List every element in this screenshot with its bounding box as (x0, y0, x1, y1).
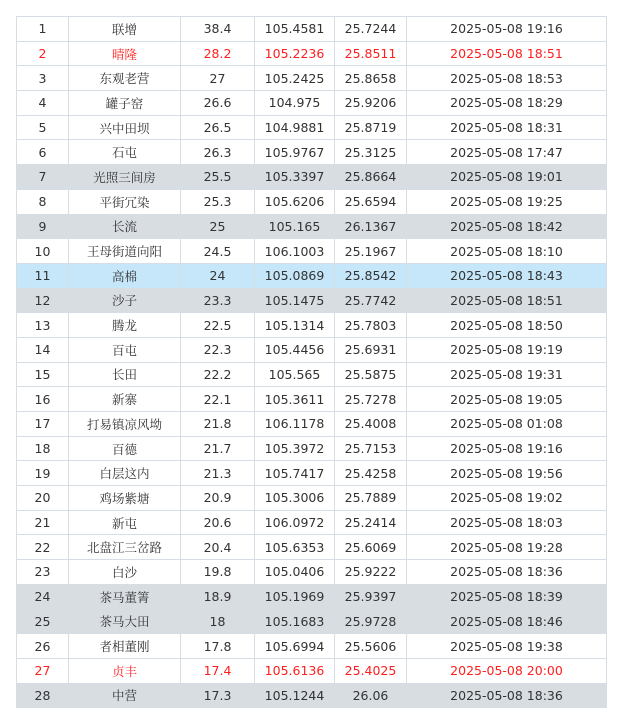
row-index-cell: 18 (17, 436, 69, 461)
time-cell: 2025-05-08 18:03 (407, 510, 607, 535)
time-cell: 2025-05-08 19:56 (407, 461, 607, 486)
table-row[interactable] (17, 436, 607, 461)
time-cell: 2025-05-08 19:16 (407, 436, 607, 461)
row-index-cell: 9 (17, 214, 69, 239)
longitude-cell: 105.6353 (255, 535, 335, 560)
longitude-cell: 105.0869 (255, 263, 335, 288)
latitude-cell: 25.4258 (335, 461, 407, 486)
station-name-cell: 光照三间房 (69, 165, 181, 190)
latitude-cell: 25.8542 (335, 263, 407, 288)
longitude-cell: 104.975 (255, 91, 335, 116)
latitude-cell: 25.4008 (335, 412, 407, 437)
longitude-cell: 105.7417 (255, 461, 335, 486)
table-row[interactable] (17, 140, 607, 165)
table-row[interactable] (17, 17, 607, 42)
time-cell: 2025-05-08 19:38 (407, 634, 607, 659)
latitude-cell: 25.7742 (335, 288, 407, 313)
time-cell: 2025-05-08 01:08 (407, 412, 607, 437)
row-index-cell: 14 (17, 337, 69, 362)
value-cell: 19.8 (181, 560, 255, 585)
row-index-cell: 3 (17, 66, 69, 91)
time-cell: 2025-05-08 18:46 (407, 609, 607, 634)
latitude-cell: 25.9397 (335, 584, 407, 609)
value-cell: 20.9 (181, 486, 255, 511)
value-cell: 22.3 (181, 337, 255, 362)
table-row[interactable] (17, 412, 607, 437)
longitude-cell: 106.1003 (255, 239, 335, 264)
longitude-cell: 105.1475 (255, 288, 335, 313)
table-row[interactable] (17, 560, 607, 585)
table-row[interactable] (17, 337, 607, 362)
longitude-cell: 105.6206 (255, 189, 335, 214)
row-index-cell: 17 (17, 412, 69, 437)
latitude-cell: 25.6931 (335, 337, 407, 362)
time-cell: 2025-05-08 18:36 (407, 560, 607, 585)
longitude-cell: 105.2425 (255, 66, 335, 91)
value-cell: 26.5 (181, 115, 255, 140)
station-name-cell: 石屯 (69, 140, 181, 165)
time-cell: 2025-05-08 18:53 (407, 66, 607, 91)
latitude-cell: 25.7153 (335, 436, 407, 461)
longitude-cell: 105.3397 (255, 165, 335, 190)
latitude-cell: 25.5875 (335, 362, 407, 387)
table-row[interactable] (17, 510, 607, 535)
longitude-cell: 105.9767 (255, 140, 335, 165)
value-cell: 17.4 (181, 658, 255, 683)
table-row[interactable] (17, 189, 607, 214)
time-cell: 2025-05-08 18:39 (407, 584, 607, 609)
longitude-cell: 105.0406 (255, 560, 335, 585)
value-cell: 25 (181, 214, 255, 239)
time-cell: 2025-05-08 18:42 (407, 214, 607, 239)
table-row[interactable] (17, 288, 607, 313)
row-index-cell: 8 (17, 189, 69, 214)
table-row[interactable] (17, 115, 607, 140)
station-name-cell: 白层这内 (69, 461, 181, 486)
value-cell: 21.7 (181, 436, 255, 461)
latitude-cell: 25.9206 (335, 91, 407, 116)
table-row[interactable] (17, 634, 607, 659)
table-row[interactable] (17, 486, 607, 511)
table-row[interactable] (17, 387, 607, 412)
longitude-cell: 105.2236 (255, 41, 335, 66)
station-name-cell: 长田 (69, 362, 181, 387)
latitude-cell: 25.7278 (335, 387, 407, 412)
row-index-cell: 1 (17, 17, 69, 42)
time-cell: 2025-05-08 18:51 (407, 288, 607, 313)
value-cell: 23.3 (181, 288, 255, 313)
time-cell: 2025-05-08 19:19 (407, 337, 607, 362)
longitude-cell: 105.6994 (255, 634, 335, 659)
value-cell: 17.8 (181, 634, 255, 659)
station-table-container (16, 16, 606, 708)
station-rainfall-table (16, 16, 607, 708)
row-index-cell: 19 (17, 461, 69, 486)
latitude-cell: 25.4025 (335, 658, 407, 683)
row-index-cell: 22 (17, 535, 69, 560)
time-cell: 2025-05-08 19:02 (407, 486, 607, 511)
row-index-cell: 23 (17, 560, 69, 585)
time-cell: 2025-05-08 19:31 (407, 362, 607, 387)
longitude-cell: 105.3006 (255, 486, 335, 511)
station-name-cell: 中营 (69, 683, 181, 708)
value-cell: 22.2 (181, 362, 255, 387)
table-row[interactable] (17, 683, 607, 708)
station-name-cell: 高棉 (69, 263, 181, 288)
longitude-cell: 105.1969 (255, 584, 335, 609)
station-name-cell: 北盘江三岔路 (69, 535, 181, 560)
longitude-cell: 105.1314 (255, 313, 335, 338)
value-cell: 25.5 (181, 165, 255, 190)
value-cell: 21.3 (181, 461, 255, 486)
longitude-cell: 105.4456 (255, 337, 335, 362)
latitude-cell: 25.8658 (335, 66, 407, 91)
station-name-cell: 茶马董箐 (69, 584, 181, 609)
station-name-cell: 兴中田坝 (69, 115, 181, 140)
row-index-cell: 2 (17, 41, 69, 66)
row-index-cell: 15 (17, 362, 69, 387)
table-row[interactable] (17, 313, 607, 338)
latitude-cell: 25.8664 (335, 165, 407, 190)
table-row[interactable] (17, 91, 607, 116)
row-index-cell: 11 (17, 263, 69, 288)
station-name-cell: 联增 (69, 17, 181, 42)
row-index-cell: 20 (17, 486, 69, 511)
row-index-cell: 13 (17, 313, 69, 338)
latitude-cell: 25.8719 (335, 115, 407, 140)
time-cell: 2025-05-08 18:43 (407, 263, 607, 288)
longitude-cell: 105.165 (255, 214, 335, 239)
latitude-cell: 25.6594 (335, 189, 407, 214)
latitude-cell: 25.7803 (335, 313, 407, 338)
time-cell: 2025-05-08 19:28 (407, 535, 607, 560)
latitude-cell: 25.7244 (335, 17, 407, 42)
time-cell: 2025-05-08 18:29 (407, 91, 607, 116)
latitude-cell: 25.6069 (335, 535, 407, 560)
row-index-cell: 12 (17, 288, 69, 313)
longitude-cell: 105.565 (255, 362, 335, 387)
time-cell: 2025-05-08 20:00 (407, 658, 607, 683)
table-row[interactable] (17, 66, 607, 91)
station-name-cell: 长流 (69, 214, 181, 239)
longitude-cell: 105.4581 (255, 17, 335, 42)
station-name-cell: 罐子窑 (69, 91, 181, 116)
row-index-cell: 21 (17, 510, 69, 535)
time-cell: 2025-05-08 17:47 (407, 140, 607, 165)
latitude-cell: 25.3125 (335, 140, 407, 165)
row-index-cell: 27 (17, 658, 69, 683)
row-index-cell: 6 (17, 140, 69, 165)
latitude-cell: 25.2414 (335, 510, 407, 535)
value-cell: 22.5 (181, 313, 255, 338)
table-row[interactable] (17, 214, 607, 239)
value-cell: 20.6 (181, 510, 255, 535)
row-index-cell: 4 (17, 91, 69, 116)
station-name-cell: 贞丰 (69, 658, 181, 683)
table-row[interactable] (17, 165, 607, 190)
latitude-cell: 25.9222 (335, 560, 407, 585)
latitude-cell: 26.1367 (335, 214, 407, 239)
station-name-cell: 沙子 (69, 288, 181, 313)
latitude-cell: 25.7889 (335, 486, 407, 511)
row-index-cell: 10 (17, 239, 69, 264)
station-name-cell: 东观老营 (69, 66, 181, 91)
station-name-cell: 晴隆 (69, 41, 181, 66)
latitude-cell: 25.8511 (335, 41, 407, 66)
row-index-cell: 24 (17, 584, 69, 609)
table-row[interactable] (17, 584, 607, 609)
table-row[interactable] (17, 239, 607, 264)
station-name-cell: 白沙 (69, 560, 181, 585)
station-name-cell: 百屯 (69, 337, 181, 362)
time-cell: 2025-05-08 19:01 (407, 165, 607, 190)
value-cell: 17.3 (181, 683, 255, 708)
row-index-cell: 28 (17, 683, 69, 708)
value-cell: 27 (181, 66, 255, 91)
table-row[interactable] (17, 658, 607, 683)
station-name-cell: 茶马大田 (69, 609, 181, 634)
value-cell: 24.5 (181, 239, 255, 264)
value-cell: 21.8 (181, 412, 255, 437)
row-index-cell: 25 (17, 609, 69, 634)
time-cell: 2025-05-08 18:36 (407, 683, 607, 708)
latitude-cell: 25.1967 (335, 239, 407, 264)
value-cell: 18.9 (181, 584, 255, 609)
time-cell: 2025-05-08 19:05 (407, 387, 607, 412)
table-row[interactable] (17, 461, 607, 486)
row-index-cell: 7 (17, 165, 69, 190)
station-name-cell: 者相董刚 (69, 634, 181, 659)
time-cell: 2025-05-08 18:10 (407, 239, 607, 264)
longitude-cell: 106.0972 (255, 510, 335, 535)
longitude-cell: 106.1178 (255, 412, 335, 437)
table-row[interactable] (17, 263, 607, 288)
value-cell: 20.4 (181, 535, 255, 560)
station-name-cell: 腾龙 (69, 313, 181, 338)
row-index-cell: 26 (17, 634, 69, 659)
station-name-cell: 百德 (69, 436, 181, 461)
time-cell: 2025-05-08 19:16 (407, 17, 607, 42)
station-name-cell: 打易镇凉风坳 (69, 412, 181, 437)
station-name-cell: 新屯 (69, 510, 181, 535)
time-cell: 2025-05-08 18:51 (407, 41, 607, 66)
station-name-cell: 平街冗染 (69, 189, 181, 214)
table-row[interactable] (17, 362, 607, 387)
longitude-cell: 105.1683 (255, 609, 335, 634)
longitude-cell: 105.1244 (255, 683, 335, 708)
value-cell: 24 (181, 263, 255, 288)
time-cell: 2025-05-08 18:31 (407, 115, 607, 140)
time-cell: 2025-05-08 18:50 (407, 313, 607, 338)
row-index-cell: 5 (17, 115, 69, 140)
station-name-cell: 鸡场紫塘 (69, 486, 181, 511)
value-cell: 22.1 (181, 387, 255, 412)
table-row[interactable] (17, 535, 607, 560)
time-cell: 2025-05-08 19:25 (407, 189, 607, 214)
longitude-cell: 105.3611 (255, 387, 335, 412)
value-cell: 26.3 (181, 140, 255, 165)
table-body (17, 17, 607, 708)
longitude-cell: 105.6136 (255, 658, 335, 683)
value-cell: 26.6 (181, 91, 255, 116)
longitude-cell: 105.3972 (255, 436, 335, 461)
row-index-cell: 16 (17, 387, 69, 412)
value-cell: 25.3 (181, 189, 255, 214)
table-row[interactable] (17, 41, 607, 66)
value-cell: 38.4 (181, 17, 255, 42)
latitude-cell: 26.06 (335, 683, 407, 708)
station-name-cell: 王母街道向阳 (69, 239, 181, 264)
table-row[interactable] (17, 609, 607, 634)
station-name-cell: 新寨 (69, 387, 181, 412)
longitude-cell: 104.9881 (255, 115, 335, 140)
latitude-cell: 25.9728 (335, 609, 407, 634)
value-cell: 18 (181, 609, 255, 634)
latitude-cell: 25.5606 (335, 634, 407, 659)
value-cell: 28.2 (181, 41, 255, 66)
